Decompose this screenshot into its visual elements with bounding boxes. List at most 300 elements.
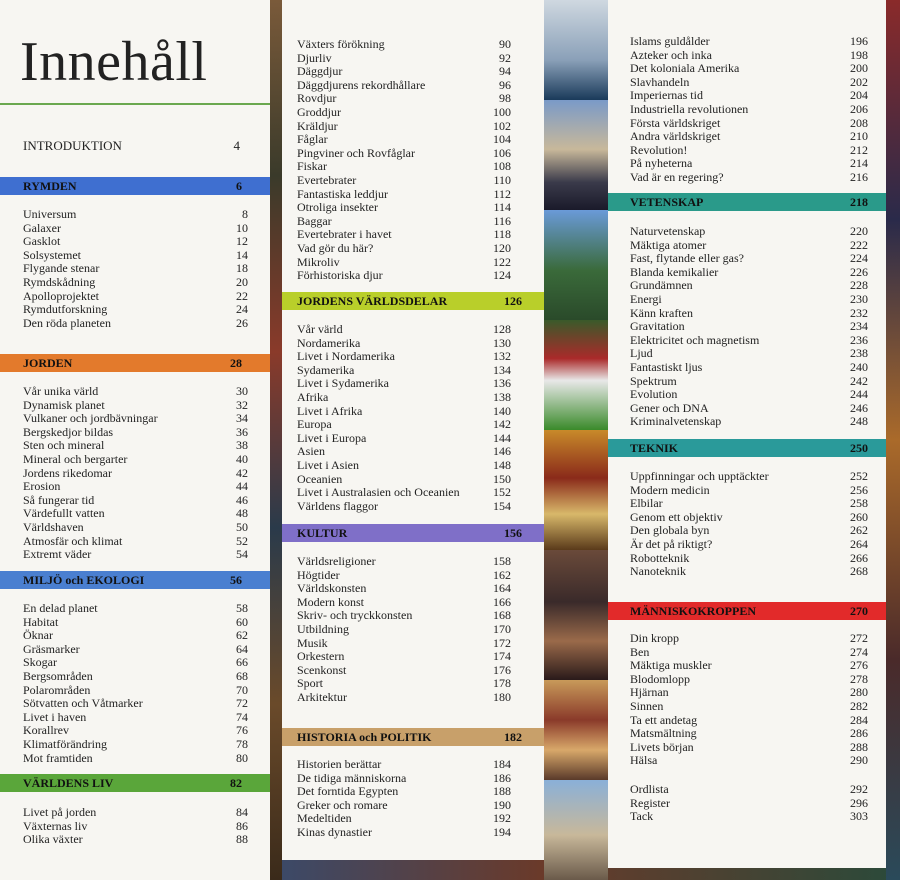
toc-entry[interactable] — [608, 510, 886, 524]
toc-entry-title: Känn kraften — [630, 305, 693, 320]
toc-entry[interactable] — [282, 255, 544, 269]
toc-entry-title: Modern konst — [297, 594, 364, 609]
toc-entry[interactable] — [0, 547, 270, 561]
toc-entry[interactable] — [608, 360, 886, 374]
toc-entry-title: Olika växter — [23, 832, 83, 847]
toc-entry[interactable] — [0, 261, 270, 275]
toc-entry[interactable] — [0, 302, 270, 316]
toc-entry-title: Ta ett andetag — [630, 712, 698, 727]
toc-entry-page: 154 — [493, 498, 511, 513]
toc-entry[interactable] — [0, 751, 270, 765]
toc-entry-title: Atmosfär och klimat — [23, 533, 123, 548]
toc-entry-title: Sten och mineral — [23, 438, 105, 453]
toc-entry[interactable] — [608, 251, 886, 265]
toc-entry-page: 46 — [236, 492, 248, 507]
toc-entry-title: Medeltiden — [297, 811, 352, 826]
toc-entry[interactable] — [0, 534, 270, 548]
toc-entry[interactable] — [0, 479, 270, 493]
toc-entry-page: 10 — [236, 220, 248, 235]
toc-entry-title: Matsmältning — [630, 726, 697, 741]
toc-entry-title: Oceanien — [297, 471, 343, 486]
toc-entry-page: 168 — [493, 608, 511, 623]
toc-entry[interactable] — [0, 248, 270, 262]
section-header-label: VÄRLDENS LIV — [23, 776, 114, 790]
toc-entry[interactable] — [282, 227, 544, 241]
toc-entry-page: 264 — [850, 537, 868, 551]
toc-entry[interactable] — [282, 757, 544, 771]
toc-entry-title: Förhistoriska djur — [297, 268, 383, 283]
toc-entry-title: Vad gör du här? — [297, 241, 374, 255]
toc-entry-title: Livets början — [630, 739, 694, 754]
toc-entry[interactable] — [282, 214, 544, 228]
toc-entry[interactable] — [282, 771, 544, 785]
toc-entry[interactable] — [608, 102, 886, 116]
toc-entry-page: 206 — [850, 102, 868, 116]
toc-entry[interactable] — [282, 595, 544, 609]
toc-entry-page: 50 — [236, 520, 248, 534]
acropolis-photo — [544, 780, 608, 880]
toc-entry-page: 288 — [850, 739, 868, 754]
toc-entry[interactable] — [282, 336, 544, 350]
toc-entry[interactable] — [282, 132, 544, 146]
toc-entry[interactable] — [0, 601, 270, 615]
toc-entry-page: 232 — [850, 305, 868, 320]
page-title: Innehåll — [20, 31, 208, 93]
toc-entry[interactable] — [282, 187, 544, 201]
toc-entry[interactable] — [282, 458, 544, 472]
toc-entry[interactable] — [282, 349, 544, 363]
section-header-label: HISTORIA och POLITIK — [297, 730, 432, 744]
toc-entry[interactable] — [608, 319, 886, 333]
toc-entry[interactable] — [282, 663, 544, 677]
toc-entry-title: Livet i Sydamerika — [297, 376, 389, 391]
toc-entry[interactable] — [608, 170, 886, 184]
toc-entry[interactable] — [282, 51, 544, 65]
intro-page: 4 — [233, 138, 240, 153]
toc-entry-page: 18 — [236, 261, 248, 276]
toc-entry-page: 260 — [850, 509, 868, 524]
toc-entry-title: Vår unika värld — [23, 384, 99, 398]
toc-entry[interactable] — [282, 390, 544, 404]
toc-entry-title: Europa — [297, 417, 332, 432]
toc-entry-page: 8 — [242, 207, 248, 221]
toc-entry[interactable] — [282, 417, 544, 431]
intro-label[interactable]: INTRODUKTION — [23, 138, 122, 153]
toc-entry[interactable] — [0, 710, 270, 724]
toc-entry-page: 84 — [236, 805, 248, 819]
toc-entry[interactable] — [608, 61, 886, 75]
toc-entry[interactable] — [282, 784, 544, 798]
toc-entry-title: Azteker och inka — [630, 47, 712, 62]
toc-entry-title: Hjärnan — [630, 685, 669, 700]
toc-entry[interactable] — [0, 506, 270, 520]
toc-entry[interactable] — [282, 431, 544, 445]
toc-entry[interactable] — [0, 316, 270, 330]
toc-entry[interactable] — [608, 631, 886, 645]
toc-entry[interactable] — [0, 655, 270, 669]
toc-entry-page: 120 — [493, 241, 511, 255]
mountain-statue-photo — [544, 210, 608, 320]
toc-entry-page: 76 — [236, 723, 248, 738]
toc-entry-page: 150 — [493, 471, 511, 486]
toc-entry-title: Greker och romare — [297, 797, 388, 812]
toc-entry-page: 162 — [493, 567, 511, 582]
toc-entry-title: Gräsmarker — [23, 641, 80, 656]
toc-entry[interactable] — [0, 275, 270, 289]
toc-entry-page: 140 — [493, 403, 511, 418]
toc-entry-page: 202 — [850, 74, 868, 89]
toc-entry-page: 136 — [493, 376, 511, 391]
toc-entry[interactable] — [282, 268, 544, 282]
toc-entry-page: 98 — [499, 91, 511, 106]
toc-entry-page: 92 — [499, 50, 511, 65]
toc-entry[interactable] — [282, 146, 544, 160]
portrait-photo — [544, 550, 608, 680]
section-header-manniskokroppen[interactable] — [608, 602, 886, 620]
toc-entry-title: Modern medicin — [630, 482, 710, 497]
toc-entry[interactable] — [608, 537, 886, 551]
toc-entry[interactable] — [282, 690, 544, 704]
toc-entry[interactable] — [608, 496, 886, 510]
toc-entry[interactable] — [282, 444, 544, 458]
toc-entry[interactable] — [282, 119, 544, 133]
toc-entry[interactable] — [608, 523, 886, 537]
toc-entry-page: 24 — [236, 302, 248, 317]
toc-entry-title: Fåglar — [297, 132, 328, 147]
toc-entry[interactable] — [608, 469, 886, 483]
section-header-historia[interactable] — [282, 728, 544, 746]
toc-entry[interactable] — [608, 292, 886, 306]
toc-entry[interactable] — [0, 628, 270, 642]
toc-entry-page: 220 — [850, 224, 868, 238]
toc-entry-title: Tack — [630, 809, 654, 824]
toc-entry-page: 303 — [850, 809, 868, 824]
section-header-rymden[interactable] — [0, 177, 270, 195]
toc-entry-title: Utbildning — [297, 622, 350, 636]
toc-entry-title: Rymdutforskning — [23, 302, 108, 317]
toc-entry-title: Gasklot — [23, 234, 61, 249]
toc-entry[interactable] — [608, 88, 886, 102]
toc-entry-page: 58 — [236, 601, 248, 615]
toc-entry[interactable] — [0, 438, 270, 452]
toc-entry[interactable] — [608, 685, 886, 699]
toc-entry-page: 274 — [850, 644, 868, 659]
toc-entry-page: 286 — [850, 726, 868, 741]
toc-entry[interactable] — [282, 200, 544, 214]
toc-entry-page: 108 — [493, 159, 511, 174]
toc-entry[interactable] — [282, 825, 544, 839]
toc-entry[interactable] — [0, 425, 270, 439]
photo-strip-middle — [544, 0, 608, 880]
toc-entry-page: 280 — [850, 685, 868, 700]
toc-entry-page: 158 — [493, 554, 511, 568]
toc-entry-title: Gener och DNA — [630, 400, 709, 415]
toc-entry-title: Livet på jorden — [23, 805, 97, 819]
toc-entry-page: 204 — [850, 88, 868, 103]
toc-entry[interactable] — [282, 78, 544, 92]
section-header-jorden[interactable] — [0, 354, 270, 372]
toc-entry-page: 192 — [493, 811, 511, 826]
toc-entry[interactable] — [282, 554, 544, 568]
toc-entry[interactable] — [0, 493, 270, 507]
toc-entry[interactable] — [0, 384, 270, 398]
toc-entry-title: Afrika — [297, 390, 329, 404]
toc-entry[interactable] — [608, 796, 886, 810]
toc-entry-page: 32 — [236, 397, 248, 412]
section-header-label: JORDEN — [23, 356, 73, 370]
toc-entry-title: Skriv- och tryckkonsten — [297, 608, 413, 623]
section-header-page: 182 — [504, 730, 522, 744]
toc-entry[interactable] — [282, 499, 544, 513]
toc-entry-page: 52 — [236, 533, 248, 548]
toc-entry[interactable] — [608, 726, 886, 740]
toc-entry[interactable] — [608, 129, 886, 143]
toc-entry-page: 116 — [493, 213, 511, 228]
toc-entry[interactable] — [608, 782, 886, 796]
toc-entry-title: Vad är en regering? — [630, 170, 724, 184]
toc-entry[interactable] — [608, 387, 886, 401]
toc-entry[interactable] — [608, 713, 886, 727]
toc-entry[interactable] — [282, 64, 544, 78]
toc-entry[interactable] — [0, 669, 270, 683]
toc-entry[interactable] — [0, 411, 270, 425]
toc-entry-page: 268 — [850, 564, 868, 579]
toc-entry-page: 146 — [493, 444, 511, 459]
toc-entry-page: 188 — [493, 784, 511, 799]
toc-entry[interactable] — [608, 48, 886, 62]
toc-entry[interactable] — [282, 636, 544, 650]
toc-entry-title: Evertebrater — [297, 173, 357, 187]
section-header-page: 126 — [504, 294, 522, 308]
toc-entry-page: 252 — [850, 469, 868, 483]
section-header-label: TEKNIK — [630, 441, 679, 455]
toc-entry-title: Rovdjur — [297, 91, 337, 106]
toc-entry-page: 30 — [236, 384, 248, 398]
toc-entry[interactable] — [608, 753, 886, 767]
toc-entry-page: 88 — [236, 832, 248, 847]
toc-entry-page: 212 — [850, 142, 868, 157]
toc-entry-title: Korallrev — [23, 723, 69, 738]
toc-entry-title: Klimatförändring — [23, 737, 107, 751]
toc-entry-page: 20 — [236, 275, 248, 289]
toc-entry[interactable] — [0, 398, 270, 412]
toc-entry-page: 112 — [493, 186, 511, 201]
toc-entry[interactable] — [0, 615, 270, 629]
toc-entry-page: 176 — [493, 662, 511, 677]
toc-entry-title: Arkitektur — [297, 690, 347, 704]
section-header-teknik[interactable] — [608, 439, 886, 457]
toc-entry-title: Mot framtiden — [23, 750, 93, 765]
toc-entry-page: 132 — [493, 349, 511, 364]
toc-entry-title: Solsystemet — [23, 247, 82, 262]
toc-entry[interactable] — [608, 551, 886, 565]
toc-entry[interactable] — [282, 37, 544, 51]
icon-painting-photo — [544, 430, 608, 550]
toc-entry-title: Kräldjur — [297, 118, 338, 133]
toc-entry[interactable] — [0, 452, 270, 466]
toc-entry[interactable] — [608, 374, 886, 388]
toc-entry[interactable] — [608, 483, 886, 497]
toc-entry[interactable] — [608, 34, 886, 48]
toc-entry[interactable] — [282, 173, 544, 187]
toc-entry[interactable] — [608, 658, 886, 672]
toc-entry-title: Slavhandeln — [630, 74, 690, 89]
toc-entry[interactable] — [282, 105, 544, 119]
toc-entry-page: 78 — [236, 737, 248, 751]
toc-entry[interactable] — [282, 322, 544, 336]
toc-entry-title: Den globala byn — [630, 523, 710, 538]
toc-entry-page: 178 — [493, 676, 511, 691]
toc-entry[interactable] — [0, 696, 270, 710]
section-header-kultur[interactable] — [282, 524, 544, 542]
toc-entry[interactable] — [608, 333, 886, 347]
toc-entry[interactable] — [282, 159, 544, 173]
toc-entry-page: 96 — [499, 77, 511, 92]
toc-entry-title: Världskonsten — [297, 581, 367, 596]
toc-entry-page: 144 — [493, 430, 511, 445]
toc-entry[interactable] — [282, 649, 544, 663]
toc-entry[interactable] — [608, 414, 886, 428]
toc-entry[interactable] — [608, 672, 886, 686]
toc-entry-page: 152 — [493, 485, 511, 500]
toc-entry-page: 246 — [850, 400, 868, 415]
toc-entry-title: Bergsområden — [23, 669, 93, 683]
toc-entry-title: Bergskedjor bildas — [23, 424, 114, 439]
toc-entry[interactable] — [608, 224, 886, 238]
toc-entry-title: Register — [630, 795, 670, 810]
toc-entry-title: Ben — [630, 644, 650, 659]
toc-entry-page: 200 — [850, 61, 868, 76]
toc-entry-page: 198 — [850, 47, 868, 62]
toc-entry[interactable] — [0, 466, 270, 480]
toc-entry-page: 118 — [493, 227, 511, 242]
toc-entry-title: Blanda kemikalier — [630, 264, 719, 279]
section-header-miljo[interactable] — [0, 571, 270, 589]
toc-entry[interactable] — [282, 363, 544, 377]
toc-entry[interactable] — [282, 404, 544, 418]
toc-entry-page: 248 — [850, 414, 868, 429]
toc-entry[interactable] — [608, 156, 886, 170]
toc-entry[interactable] — [608, 740, 886, 754]
toc-entry[interactable] — [0, 683, 270, 697]
toc-entry[interactable] — [0, 221, 270, 235]
toc-entry-page: 262 — [850, 523, 868, 538]
toc-entry-page: 284 — [850, 712, 868, 727]
toc-entry-page: 180 — [493, 690, 511, 704]
toc-entry-page: 210 — [850, 129, 868, 144]
toc-column-3 — [608, 0, 886, 868]
toc-entry[interactable] — [608, 265, 886, 279]
toc-entry[interactable] — [608, 306, 886, 320]
toc-entry-page: 80 — [236, 750, 248, 765]
toc-entry[interactable] — [282, 581, 544, 595]
section-header-varldens_liv[interactable] — [0, 774, 270, 792]
toc-entry[interactable] — [608, 564, 886, 578]
toc-entry[interactable] — [282, 798, 544, 812]
toc-entry[interactable] — [608, 143, 886, 157]
toc-entry-title: Energi — [630, 292, 662, 306]
toc-entry-title: Djurliv — [297, 50, 332, 65]
toc-entry[interactable] — [0, 207, 270, 221]
toc-entry-title: Universum — [23, 207, 77, 221]
football-photo — [544, 320, 608, 430]
section-header-page: 28 — [230, 356, 242, 370]
toc-entry-page: 74 — [236, 709, 248, 724]
toc-entry-title: Flygande stenar — [23, 261, 100, 276]
toc-entry-page: 170 — [493, 622, 511, 636]
toc-entry[interactable] — [0, 234, 270, 248]
toc-entry-title: Revolution! — [630, 142, 688, 157]
toc-entry[interactable] — [0, 723, 270, 737]
toc-entry-page: 106 — [493, 145, 511, 160]
toc-entry[interactable] — [608, 278, 886, 292]
toc-entry[interactable] — [608, 809, 886, 823]
toc-entry[interactable] — [282, 241, 544, 255]
toc-entry-title: Nordamerika — [297, 335, 361, 350]
section-header-jordens_varldsdelar[interactable] — [282, 292, 544, 310]
section-header-vetenskap[interactable] — [608, 193, 886, 211]
toc-entry[interactable] — [0, 805, 270, 819]
toc-entry-title: Vår värld — [297, 322, 343, 336]
toc-entry[interactable] — [282, 568, 544, 582]
toc-entry[interactable] — [608, 75, 886, 89]
toc-entry-title: Fantastiskt ljus — [630, 360, 703, 374]
toc-entry-title: Pingviner och Rovfåglar — [297, 145, 415, 160]
section-header-label: JORDENS VÄRLDSDELAR — [297, 294, 448, 308]
toc-entry-page: 272 — [850, 631, 868, 645]
toc-entry-title: Naturvetenskap — [630, 224, 706, 238]
toc-entry-title: De tidiga människorna — [297, 770, 407, 785]
toc-entry-title: Otroliga insekter — [297, 200, 378, 215]
toc-entry[interactable] — [608, 238, 886, 252]
toc-entry[interactable] — [608, 645, 886, 659]
toc-entry[interactable] — [608, 699, 886, 713]
toc-entry[interactable] — [0, 832, 270, 846]
toc-entry-title: Fiskar — [297, 159, 327, 174]
toc-entry-title: Livet i Nordamerika — [297, 349, 395, 364]
toc-entry[interactable] — [282, 376, 544, 390]
toc-entry[interactable] — [282, 485, 544, 499]
toc-entry-title: Livet i haven — [23, 709, 87, 724]
toc-entry-title: Hälsa — [630, 753, 658, 768]
toc-entry[interactable] — [608, 401, 886, 415]
toc-entry-page: 110 — [493, 173, 511, 187]
toc-column-1 — [0, 0, 270, 880]
toc-entry[interactable] — [608, 116, 886, 130]
toc-entry-title: Mäktiga muskler — [630, 658, 712, 673]
toc-entry[interactable] — [282, 622, 544, 636]
toc-entry-page: 226 — [850, 264, 868, 279]
toc-entry-title: Sötvatten och Våtmarker — [23, 696, 143, 711]
toc-entry-page: 22 — [236, 288, 248, 303]
toc-entry-title: Världshaven — [23, 520, 84, 534]
toc-entry[interactable] — [0, 520, 270, 534]
toc-entry[interactable] — [282, 608, 544, 622]
toc-entry[interactable] — [0, 289, 270, 303]
toc-entry[interactable] — [282, 91, 544, 105]
toc-entry[interactable] — [0, 819, 270, 833]
toc-entry[interactable] — [0, 737, 270, 751]
toc-entry-title: Asien — [297, 444, 325, 459]
toc-entry-page: 174 — [493, 649, 511, 664]
toc-entry[interactable] — [282, 811, 544, 825]
toc-entry[interactable] — [608, 346, 886, 360]
toc-entry[interactable] — [282, 676, 544, 690]
toc-entry-page: 230 — [850, 292, 868, 306]
toc-entry[interactable] — [0, 642, 270, 656]
toc-entry-page: 142 — [493, 417, 511, 432]
toc-entry[interactable] — [282, 472, 544, 486]
